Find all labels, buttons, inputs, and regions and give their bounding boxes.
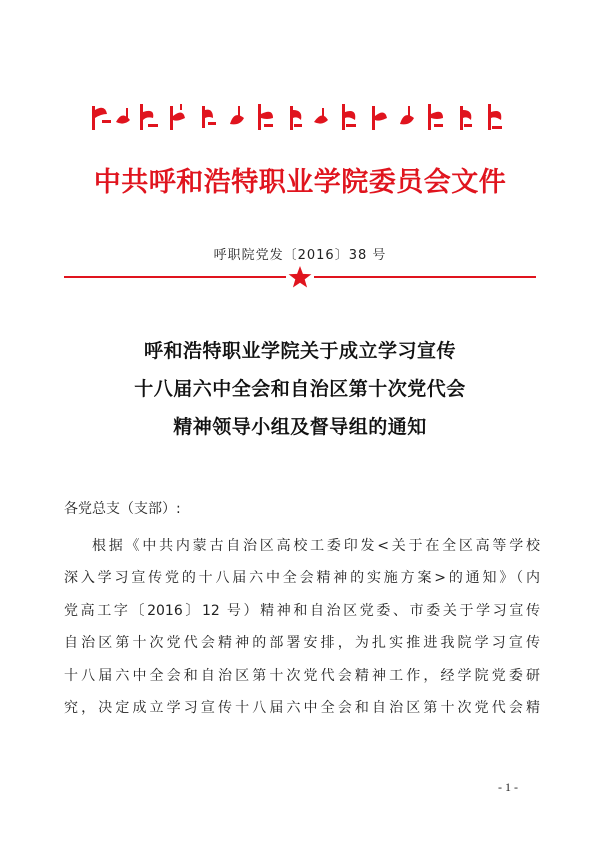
body-line: 根据《中共内蒙古自治区高校工委印发<关于在全区高等学校 — [92, 538, 540, 554]
body-line: 究，决定成立学习宣传十八届六中全会和自治区第十次党代会精 — [64, 700, 540, 717]
salutation: 各党总支（支部）: — [64, 501, 181, 517]
star-icon — [289, 266, 312, 288]
notice-title-line: 呼和浩特职业学院关于成立学习宣传 — [143, 340, 456, 362]
body-line: 党高工字〔2016〕12 号）精神和自治区党委、市委关于学习宣传 — [64, 602, 540, 619]
body-paragraph — [64, 530, 540, 724]
red-divider-with-star — [64, 264, 536, 288]
notice-title — [0, 332, 600, 446]
mongolian-script-banner — [88, 96, 514, 140]
notice-title-line: 十八届六中全会和自治区第十次党代会 — [134, 378, 466, 400]
notice-title-line: 精神领导小组及督导组的通知 — [173, 416, 427, 438]
body-line: 十八届六中全会和自治区第十次党代会精神工作，经学院党委研 — [64, 667, 540, 684]
org-title: 中共呼和浩特职业学院委员会文件 — [93, 167, 507, 198]
body-line: 自治区第十次党代会精神的部署安排，为扎实推进我院学习宣传 — [64, 635, 540, 652]
page-number: - 1 - — [498, 780, 518, 794]
document-number: 呼职院党发〔2016〕38 号 — [213, 248, 387, 263]
body-line: 深入学习宣传党的十八届六中全会精神的实施方案>的通知》（内 — [64, 570, 540, 587]
